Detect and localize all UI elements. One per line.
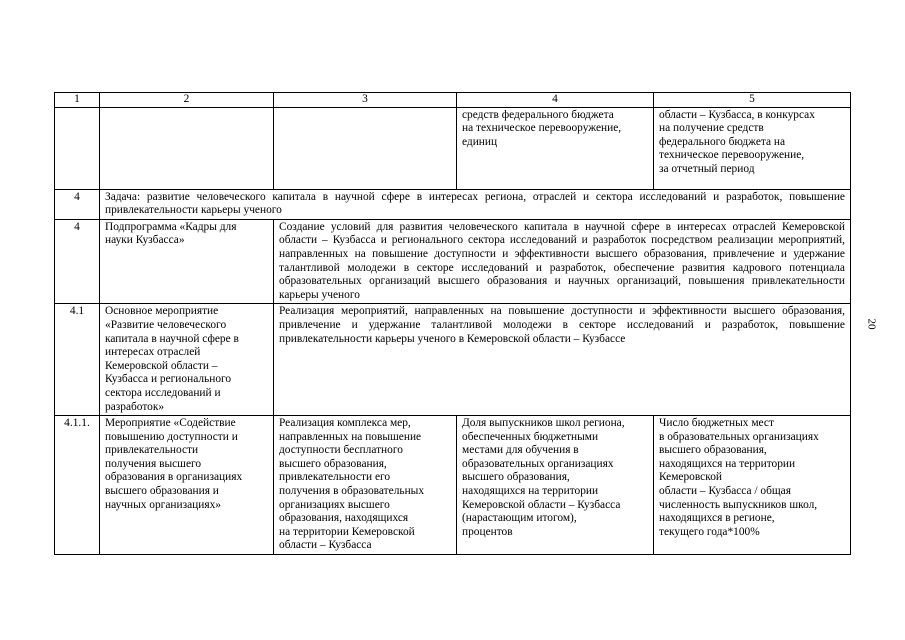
event-col5-cell: Число бюджетных мест в образовательных организациях высшего образования, находящихся на территории Кемеровской области – Кузбасса / общая численность выпускников школ, находящихся в регионе, текущего года*100% xyxy=(654,416,851,555)
event-num-cell: 4.1.1. xyxy=(55,416,100,555)
main-event-text-cell: Реализация мероприятий, направленных на повышение доступности и эффективности высшего образования, привлечение и удержание талантливой молодежи в секторе исследований и разработок, повышение привлекательности карьеры ученого в Кемеровской области – Кузбассе xyxy=(274,304,851,416)
main-event-num-cell: 4.1 xyxy=(55,304,100,416)
table-row-task xyxy=(55,189,851,219)
header-cell-5: 5 xyxy=(654,93,851,108)
header-cell-1: 1 xyxy=(55,93,100,108)
event-col3-cell: Реализация комплекса мер, направленных на повышение доступности бесплатного высшего образования, привлекательности его получения в образовательных организациях высшего образования, находящихся на территории Кемеровской области – Кузбасса xyxy=(274,416,457,555)
event-name-cell: Мероприятие «Содействие повышению доступности и привлекательности получения высшего образования в организациях высшего образования и научных организациях» xyxy=(100,416,274,555)
header-cell-4: 4 xyxy=(457,93,654,108)
subprogram-num-cell: 4 xyxy=(55,219,100,304)
task-text-cell: Задача: развитие человеческого капитала в научной сфере в интересах региона, отраслей и сектора исследований и разработок, повышение привлекательности карьеры ученого xyxy=(100,189,851,219)
continuation-name-cell xyxy=(100,107,274,189)
program-table xyxy=(54,92,851,555)
page-number: 20 xyxy=(865,318,878,330)
table-row-main-event xyxy=(55,304,851,416)
table-row-subprogram xyxy=(55,219,851,304)
header-cell-3: 3 xyxy=(274,93,457,108)
continuation-col3-cell xyxy=(274,107,457,189)
subprogram-name-cell: Подпрограмма «Кадры для науки Кузбасса» xyxy=(100,219,274,304)
subprogram-text-cell: Создание условий для развития человеческого капитала в научной сфере в интересах отраслей Кемеровской области – Кузбасса и регионального сектора исследований и разработок посредством реализации мероприятий, направленных на повышение доступности и эффективности высшего образования, привлечение и удержание талантливой молодежи в секторе исследований и разработок, обеспечение развития кадрового потенциала образовательных организаций высшего образования и научных организаций, повышения привлекательности карьеры ученого xyxy=(274,219,851,304)
table-header-row xyxy=(55,93,851,108)
header-cell-2: 2 xyxy=(100,93,274,108)
event-col4-cell: Доля выпускников школ региона, обеспеченных бюджетными местами для обучения в образовательных организациях высшего образования, находящихся на территории Кемеровской области – Кузбасса (нарастающим итогом), процентов xyxy=(457,416,654,555)
continuation-num-cell xyxy=(55,107,100,189)
table-row-event xyxy=(55,416,851,555)
table-row-continuation xyxy=(55,107,851,189)
continuation-col5-cell: области – Кузбасса, в конкурсах на получение средств федерального бюджета на техническое перевооружение, за отчетный период xyxy=(654,107,851,189)
main-event-name-cell: Основное мероприятие «Развитие человеческого капитала в научной сфере в интересах отраслей Кемеровской области – Кузбасса и регионального сектора исследований и разработок» xyxy=(100,304,274,416)
task-num-cell: 4 xyxy=(55,189,100,219)
continuation-col4-cell: средств федерального бюджета на техническое перевооружение, единиц xyxy=(457,107,654,189)
